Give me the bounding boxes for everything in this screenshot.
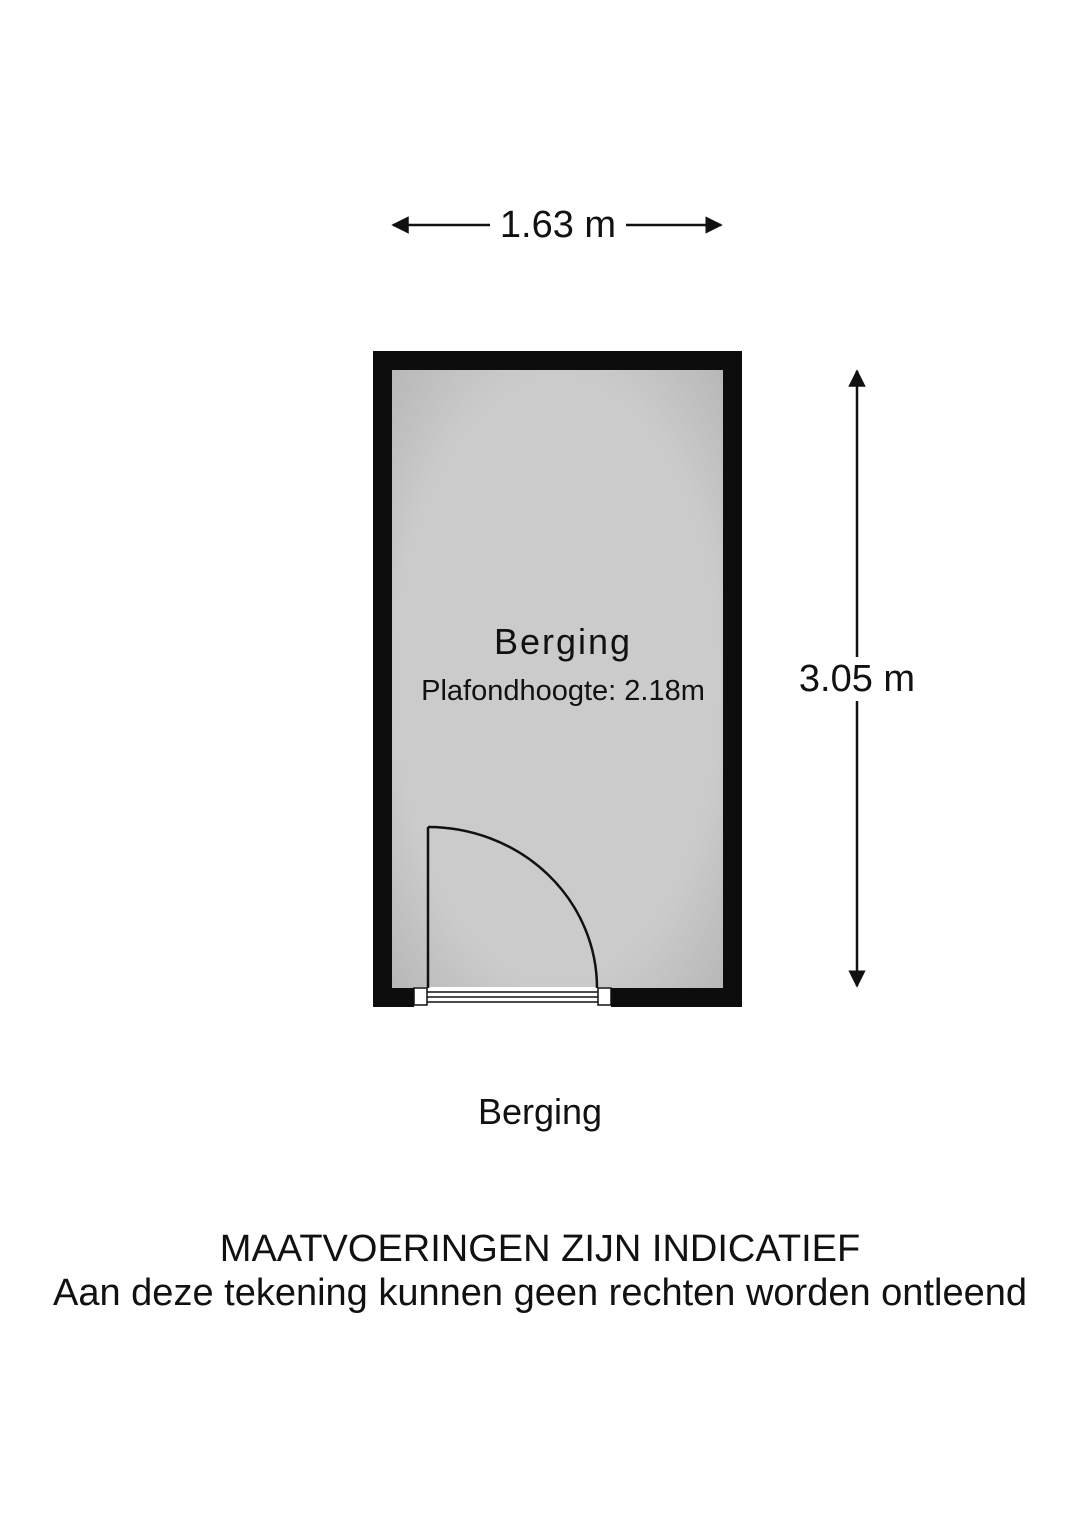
ceiling-height-label: Plafondhoogte: 2.18m [421,675,705,707]
disclaimer-heading: MAATVOERINGEN ZIJN INDICATIEF [219,1228,861,1270]
door-jamb-right [598,988,611,1005]
disclaimer-text: Aan deze tekening kunnen geen rechten worden ontleend [53,1272,1027,1314]
room-name-label: Berging [493,621,633,662]
floor-caption: Berging [477,1091,603,1132]
width-dimension-label: 1.63 m [490,203,626,247]
height-dimension-label: 3.05 m [792,657,922,701]
door-jamb-left [414,988,427,1005]
